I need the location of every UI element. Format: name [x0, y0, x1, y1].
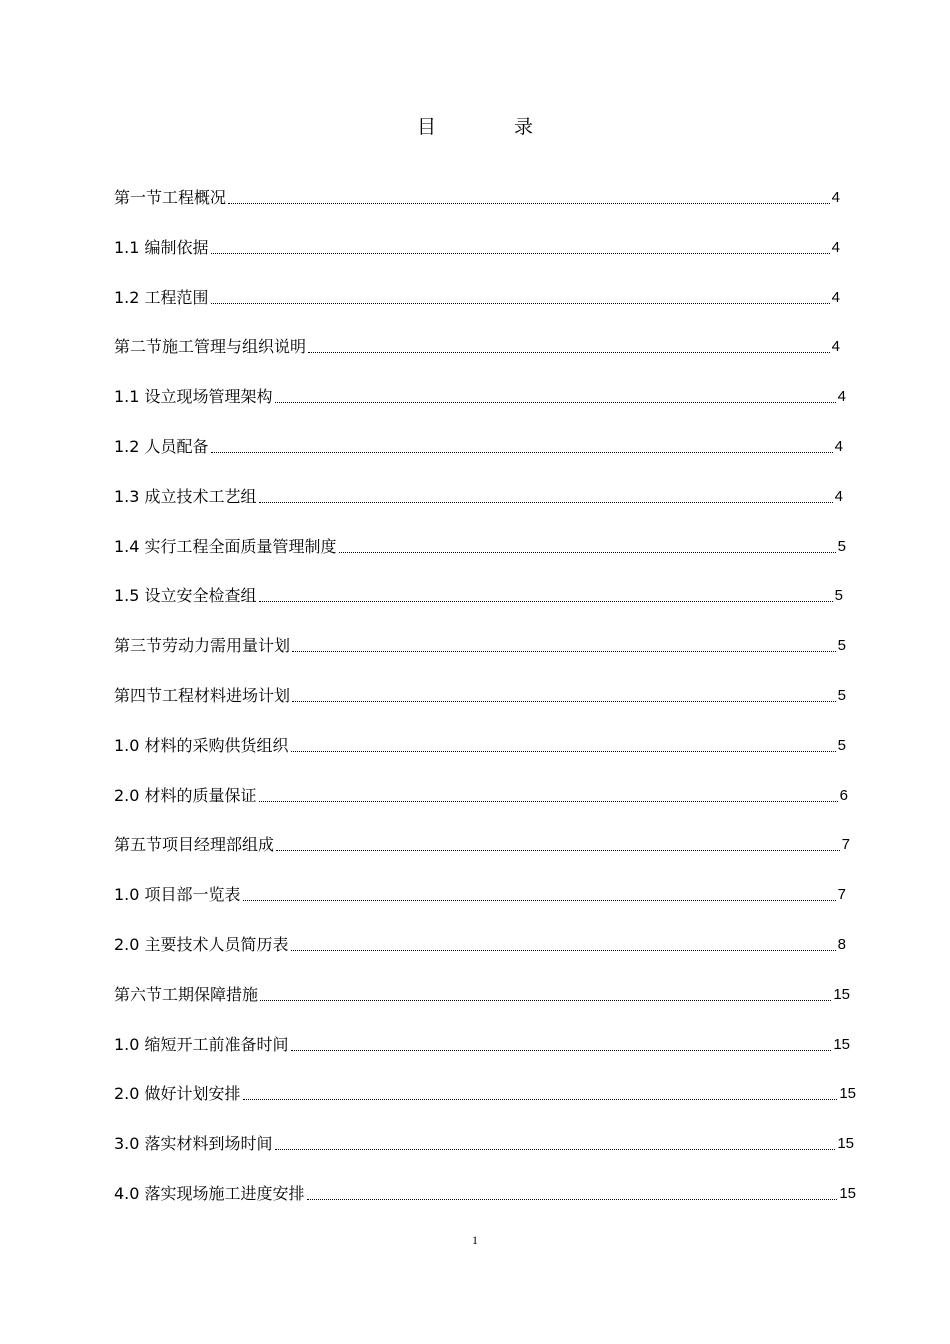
- toc-entry-label: 第六节工期保障措施: [114, 984, 259, 1004]
- toc-entry-label: 2.0 做好计划安排: [114, 1084, 241, 1104]
- toc-entry-page: 4: [834, 437, 843, 455]
- toc-entry[interactable]: [114, 734, 846, 784]
- toc-entry[interactable]: [114, 784, 848, 834]
- toc-entry-label: 1.2 人员配备: [114, 436, 209, 456]
- toc-entry[interactable]: [114, 883, 846, 933]
- toc-entry[interactable]: [114, 1132, 854, 1182]
- toc-entry-label: 1.5 设立安全检查组: [114, 586, 257, 606]
- toc-dot-leader: [243, 1081, 838, 1100]
- page-number: 1: [472, 1233, 478, 1247]
- toc-entry-page: 8: [837, 935, 846, 953]
- toc-entry[interactable]: [114, 1082, 856, 1132]
- toc-dot-leader: [291, 932, 836, 951]
- toc-entry-label: 1.1 编制依据: [114, 237, 209, 257]
- toc-entry[interactable]: [114, 634, 846, 684]
- toc-dot-leader: [308, 334, 830, 353]
- toc-entry[interactable]: [114, 833, 850, 883]
- toc-dot-leader: [259, 583, 833, 602]
- toc-entry-label: 1.3 成立技术工艺组: [114, 486, 257, 506]
- toc-entry-page: 15: [833, 985, 850, 1003]
- toc-entry[interactable]: [114, 236, 840, 286]
- toc-entry-label: 1.4 实行工程全面质量管理制度: [114, 536, 337, 556]
- toc-entry-page: 4: [837, 388, 846, 406]
- toc-entry-page: 5: [837, 637, 846, 655]
- toc-entry-page: 15: [839, 1085, 856, 1103]
- toc-dot-leader: [211, 434, 833, 453]
- toc-entry-page: 5: [837, 537, 846, 555]
- toc-entry[interactable]: [114, 435, 843, 485]
- toc-entry-page: 4: [831, 189, 840, 206]
- toc-entry-label: 第四节工程材料进场计划: [114, 685, 291, 705]
- toc-entry[interactable]: [114, 186, 840, 236]
- toc-entry[interactable]: [114, 385, 846, 435]
- toc-entry-label: 第五节项目经理部组成: [114, 835, 275, 855]
- toc-dot-leader: [339, 534, 836, 553]
- toc-entry[interactable]: [114, 335, 840, 385]
- toc-dot-leader: [291, 1032, 832, 1051]
- toc-entry-label: 1.1 设立现场管理架构: [114, 387, 273, 407]
- toc-dot-leader: [211, 235, 830, 254]
- toc-entry-label: 1.0 项目部一览表: [114, 885, 241, 905]
- toc-entry-page: 15: [833, 1035, 850, 1053]
- toc-dot-leader: [276, 832, 840, 851]
- toc-dot-leader: [259, 484, 833, 503]
- toc-dot-leader: [291, 733, 836, 752]
- toc-entry-page: 4: [831, 288, 840, 306]
- toc-entry-page: 4: [831, 338, 840, 356]
- toc-entry-label: 1.0 材料的采购供货组织: [114, 735, 289, 755]
- toc-entry-page: 5: [837, 686, 846, 704]
- toc-entry-page: 5: [834, 587, 843, 605]
- toc-dot-leader: [307, 1181, 838, 1200]
- toc-entry-page: 15: [839, 1184, 856, 1202]
- toc-dot-leader: [259, 783, 838, 802]
- toc-entry[interactable]: [114, 286, 840, 336]
- toc-entry-label: 第三节劳动力需用量计划: [114, 636, 291, 656]
- toc-entry[interactable]: [114, 584, 843, 634]
- toc-entry-page: 15: [837, 1135, 854, 1153]
- toc-entry-page: 4: [831, 238, 840, 256]
- toc-entry-page: 6: [839, 786, 848, 804]
- toc-entry-label: 3.0 落实材料到场时间: [114, 1134, 273, 1154]
- toc-entry-page: 7: [841, 836, 850, 854]
- toc-entry-page: 4: [834, 487, 843, 505]
- toc-title: 目 录: [416, 116, 570, 138]
- toc-dot-leader: [292, 683, 836, 702]
- toc-entry-label: 4.0 落实现场施工进度安排: [114, 1183, 305, 1203]
- toc-dot-leader: [275, 384, 836, 403]
- toc-dot-leader: [211, 285, 830, 304]
- toc-entry[interactable]: [114, 535, 846, 585]
- toc-dot-leader: [260, 982, 831, 1001]
- toc-entry[interactable]: [114, 1182, 856, 1232]
- toc-entry-label: 2.0 主要技术人员简历表: [114, 934, 289, 954]
- toc-dot-leader: [228, 185, 830, 204]
- toc-dot-leader: [292, 633, 836, 652]
- toc-entry[interactable]: [114, 1033, 850, 1083]
- toc-entry-label: 第二节施工管理与组织说明: [114, 337, 307, 357]
- toc-dot-leader: [275, 1131, 836, 1150]
- toc-entry-label: 1.2 工程范围: [114, 287, 209, 307]
- toc-entry[interactable]: [114, 684, 846, 734]
- toc-entry[interactable]: [114, 983, 850, 1033]
- toc-entry-page: 7: [837, 886, 846, 904]
- toc-entry-label: 1.0 缩短开工前准备时间: [114, 1034, 289, 1054]
- toc-entry[interactable]: [114, 933, 846, 983]
- toc-entry-label: 2.0 材料的质量保证: [114, 785, 257, 805]
- toc-dot-leader: [243, 882, 836, 901]
- toc-entry[interactable]: [114, 485, 843, 535]
- toc-entry-page: 5: [837, 736, 846, 754]
- table-of-contents: [114, 186, 856, 1232]
- toc-entry-label: 第一节工程概况: [114, 188, 227, 207]
